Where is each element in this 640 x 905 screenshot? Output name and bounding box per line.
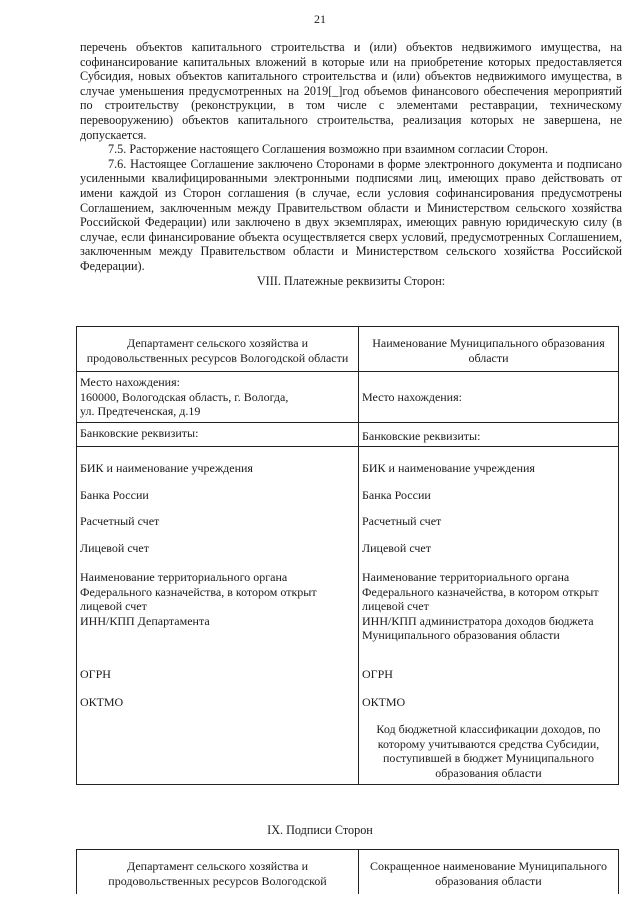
right-party-header: Наименование Муниципального образования области xyxy=(359,327,619,372)
table-row xyxy=(77,479,619,506)
table-row xyxy=(77,558,619,653)
table-row xyxy=(77,422,619,447)
right-location: Место нахождения: xyxy=(359,372,619,423)
table-row xyxy=(77,850,619,895)
left-bik: БИК и наименование учреждения xyxy=(77,447,359,479)
paragraph-7-6: 7.6. Настоящее Соглашение заключено Сторонами в форме электронного документа и подписано усиленными квалифицированными электронными подписями лиц, имеющих право действовать от имени каждой из Сторон соглашения (в случае, если условия софинансирования предусмотрены Соглашением, заключенным между Правительством области и Министерством сельского хозяйства Российской Федерации) или заключено в двух экземплярах, имеющих равную юридическую силу (в случае, если финансирование объекта осуществляется сверх условий, предусмотренных Соглашением, заключенным между Правительством области и Министерством сельского хозяйства Российской Федерации). xyxy=(80,156,622,273)
paragraph-7-4-continuation: перечень объектов капитального строительства и (или) объектов недвижимого имущества, на софинансирование капитальных вложений в которые или на приобретение которых предоставляется Субсидия, новых объектов капитального строительства и (или) объектов недвижимого имущества, в случае уменьшения предусмотренных на 2019[_]год объемов финансового обеспечения мероприятий по строительству (реконструкции, в том числе с элементами реставрации, техническому перевооружению) объектов капитального строительства, реализация которых не завершена, не допускается. xyxy=(80,40,622,142)
table-row xyxy=(77,327,619,372)
right-oktmo: ОКТМО xyxy=(359,685,619,713)
left-treasury: Наименование территориального органа Федерального казначейства, в котором открыт лицевой счет ИНН/КПП Департамента xyxy=(77,558,359,653)
signatures-table xyxy=(76,849,619,894)
signature-right-header: Сокращенное наименование Муниципального образования области xyxy=(359,850,619,895)
right-bank-russia: Банка России xyxy=(359,479,619,506)
table-row xyxy=(77,653,619,685)
right-ogrn: ОГРН xyxy=(359,653,619,685)
left-ogrn: ОГРН xyxy=(77,653,359,685)
left-location: Место нахождения: 160000, Вологодская область, г. Вологда, ул. Предтеченская, д.19 xyxy=(77,372,359,423)
section-viii-title: VIII. Платежные реквизиты Сторон: xyxy=(256,273,446,288)
left-personal-account: Лицевой счет xyxy=(77,532,359,559)
right-bank-details: Банковские реквизиты: xyxy=(359,422,619,447)
left-party-header: Департамент сельского хозяйства и продовольственных ресурсов Вологодской области xyxy=(77,327,359,372)
page-number: 21 xyxy=(314,12,326,26)
left-empty-cell xyxy=(77,712,359,785)
table-row xyxy=(77,372,619,423)
left-oktmo: ОКТМО xyxy=(77,685,359,713)
left-account: Расчетный счет xyxy=(77,505,359,532)
requisites-table xyxy=(76,326,619,785)
right-treasury: Наименование территориального органа Федерального казначейства, в котором открыт лицевой счет ИНН/КПП администратора доходов бюджета Муниципального образования области xyxy=(359,558,619,653)
table-row xyxy=(77,447,619,479)
right-kbk: Код бюджетной классификации доходов, по которому учитываются средства Субсидии, поступившей в бюджет Муниципального образования области xyxy=(359,712,619,785)
table-row xyxy=(77,505,619,532)
paragraph-7-5: 7.5. Расторжение настоящего Соглашения возможно при взаимном согласии Сторон. xyxy=(108,142,549,157)
left-bank-russia: Банка России xyxy=(77,479,359,506)
document-body xyxy=(80,40,622,288)
right-personal-account: Лицевой счет xyxy=(359,532,619,559)
left-bank-details: Банковские реквизиты: xyxy=(77,422,359,447)
table-row xyxy=(77,532,619,559)
table-row xyxy=(77,712,619,785)
table-row xyxy=(77,685,619,713)
signature-left-header: Департамент сельского хозяйства и продовольственных ресурсов Вологодской xyxy=(77,850,359,895)
right-bik: БИК и наименование учреждения xyxy=(359,447,619,479)
section-ix-title: IX. Подписи Сторон xyxy=(267,823,373,837)
right-account: Расчетный счет xyxy=(359,505,619,532)
